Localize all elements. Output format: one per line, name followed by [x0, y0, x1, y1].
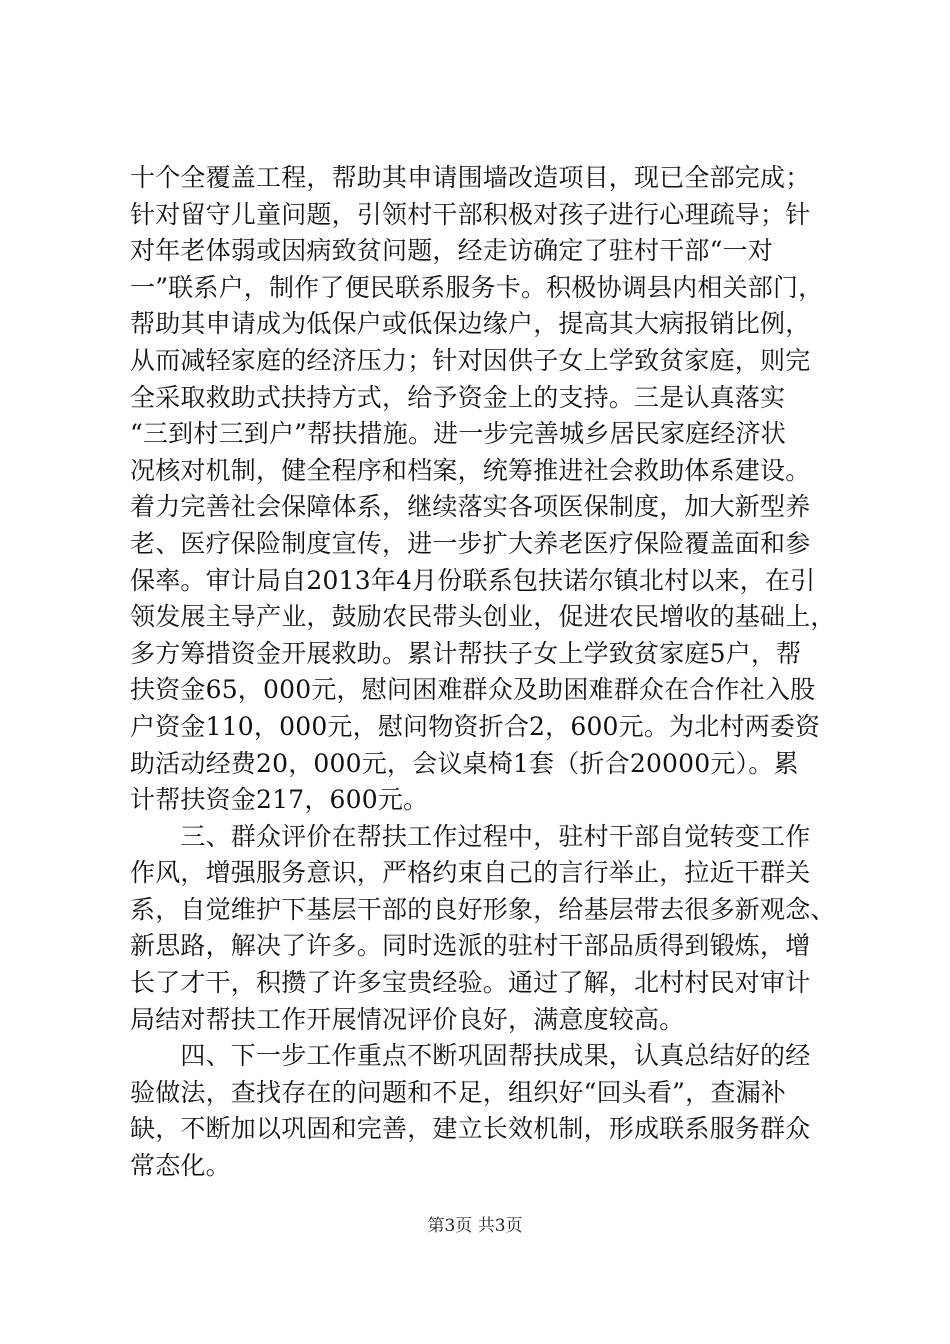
text-line: 三、群众评价在帮扶工作过程中，驻村干部自觉转变工作 [130, 821, 811, 851]
text-line: 从而减轻家庭的经济压力；针对因供子女上学致贫家庭，则完 [130, 345, 811, 375]
text-line: 老、医疗保险制度宣传，进一步扩大养老医疗保险覆盖面和参 [130, 528, 811, 558]
text-line: 局结对帮扶工作开展情况评价良好，满意度较高。 [130, 1004, 685, 1034]
text-line: 验做法，查找存在的问题和不足，组织好“回头看”，查漏补 [130, 1077, 786, 1107]
text-line: 着力完善社会保障体系，继续落实各项医保制度，加大新型养 [130, 492, 811, 522]
text-line: 保率。审计局自2013年4月份联系包扶诺尔镇北村以来，在引 [130, 565, 816, 595]
text-line: 助活动经费20，000元，会议桌椅1套（折合20000元）。累 [130, 748, 799, 778]
text-line: 全采取救助式扶持方式，给予资金上的支持。三是认真落实 [130, 382, 786, 412]
text-line: 一”联系户，制作了便民联系服务卡。积极协调县内相关部门， [130, 272, 824, 302]
text-line: 针对留守儿童问题，引领村干部积极对孩子进行心理疏导；针 [130, 199, 811, 229]
text-line: 况核对机制，健全程序和档案，统筹推进社会救助体系建设。 [130, 455, 811, 485]
text-line: 帮助其申请成为低保户或低保边缘户，提高其大病报销比例， [130, 309, 811, 339]
page-number-footer: 第3页 共3页 [427, 1216, 523, 1236]
text-line: 对年老体弱或因病致贫问题，经走访确定了驻村干部“一对 [130, 236, 773, 266]
text-line: 扶资金65，000元，慰问困难群众及助困难群众在合作社入股 [130, 675, 816, 705]
text-line: 缺，不断加以巩固和完善，建立长效机制，形成联系服务群众 [130, 1114, 811, 1144]
text-line: 新思路，解决了许多。同时选派的驻村干部品质得到锻炼，增 [130, 931, 811, 961]
text-line: 作风，增强服务意识，严格约束自己的言行举止，拉近干群关 [130, 858, 811, 888]
document-body [130, 160, 836, 1185]
text-line: 系，自觉维护下基层干部的良好形象，给基层带去很多新观念、 [130, 894, 836, 924]
text-line: 长了才干，积攒了许多宝贵经验。通过了解，北村村民对审计 [130, 968, 811, 998]
text-line: 四、下一步工作重点不断巩固帮扶成果，认真总结好的经 [130, 1041, 811, 1071]
text-line: 计帮扶资金217，600元。 [130, 785, 429, 815]
text-line: 领发展主导产业，鼓励农民带头创业，促进农民增收的基础上， [130, 602, 836, 632]
text-line: “三到村三到户”帮扶措施。进一步完善城乡居民家庭经济状 [130, 419, 786, 449]
text-line: 多方筹措资金开展救助。累计帮扶子女上学致贫家庭5户，帮 [130, 638, 802, 668]
text-line: 十个全覆盖工程，帮助其申请围墙改造项目，现已全部完成； [130, 163, 811, 192]
text-line: 户资金110，000元，慰问物资折合2，600元。为北村两委资 [130, 711, 821, 741]
text-line: 常态化。 [130, 1151, 231, 1181]
